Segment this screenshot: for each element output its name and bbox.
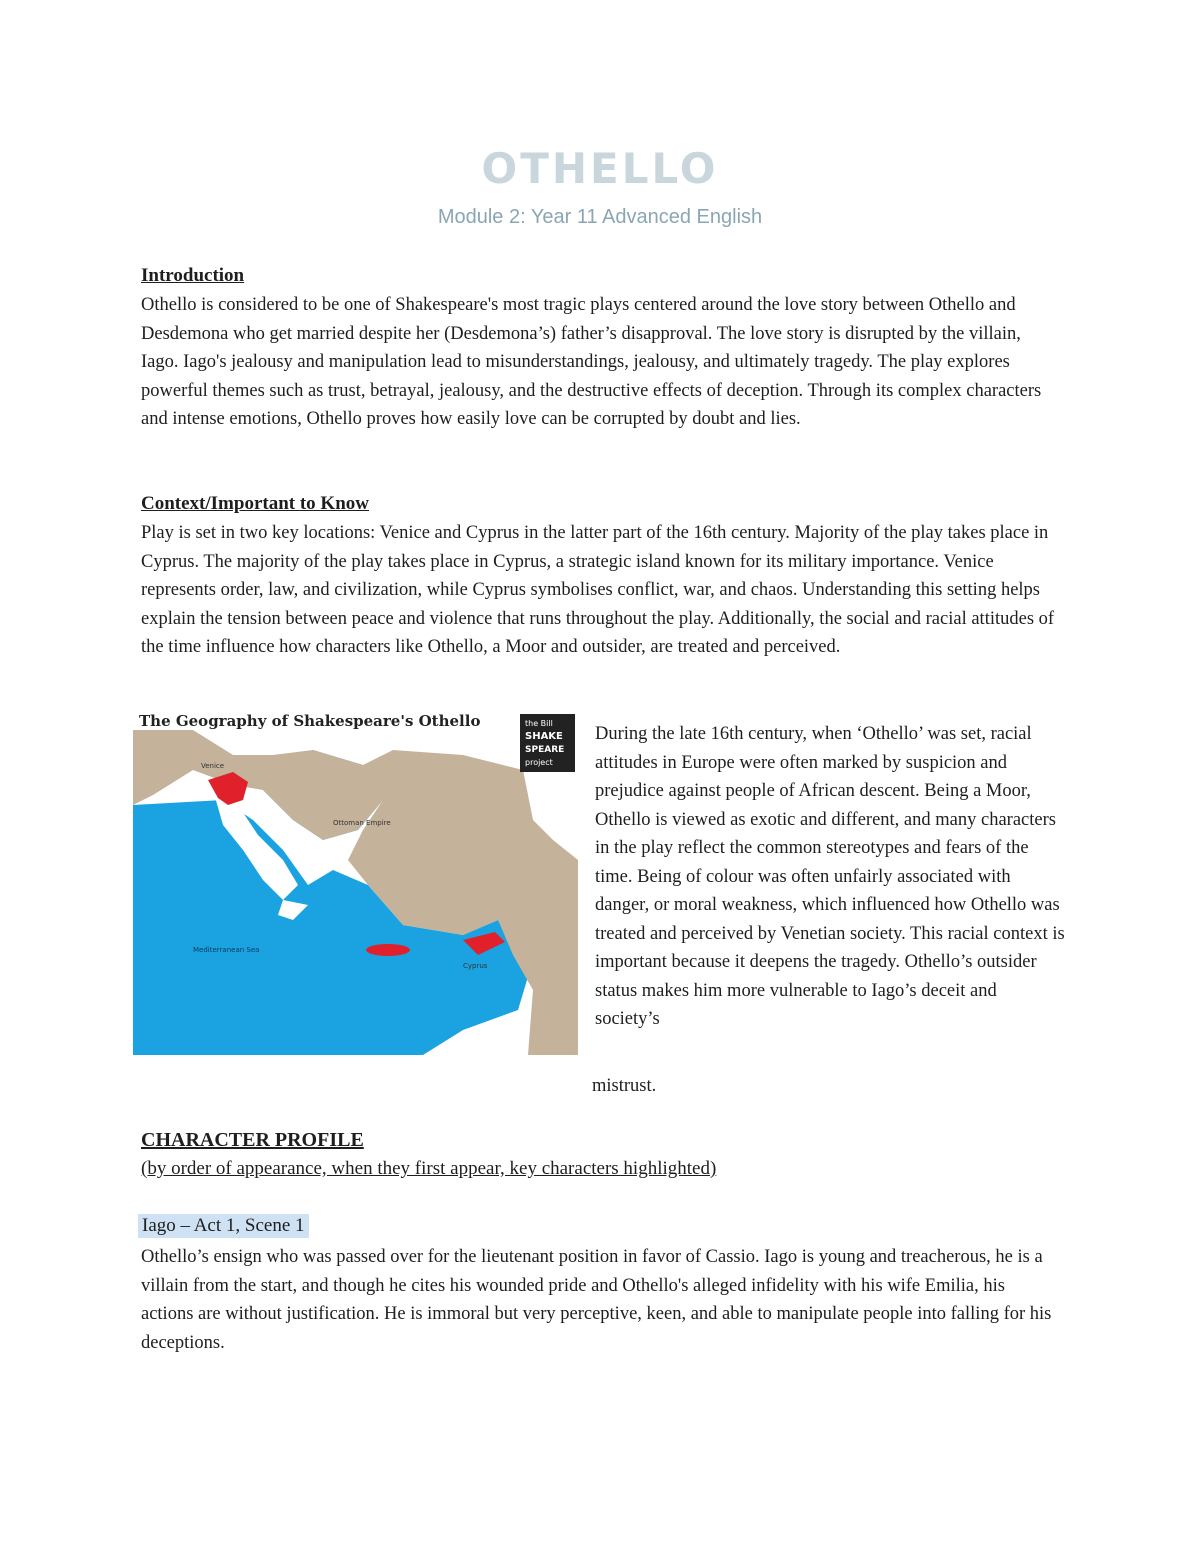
map-label-sea: Mediterranean Sea (193, 946, 260, 954)
context-paragraph: Play is set in two key locations: Venice and Cyprus in the latter part of the 16th century. Majority of the play takes place in Cyprus. The majority of the play takes place in Cyprus, a strategic island known for its military importance. Venice represents order, law, and civilization, while Cyprus symbolises conflict, war, and chaos. Understanding this setting helps explain the tension between peace and violence that runs throughout the play. Additionally, the social and racial attitudes of the time influence how characters like Othello, a Moor and outsider, are treated and perceived. (141, 523, 1055, 657)
svg-text:project: project (525, 758, 553, 767)
document-subtitle: Module 2: Year 11 Advanced English (437, 206, 763, 228)
map-label-ottoman: Ottoman Empire (333, 819, 391, 827)
othello-geography-map (133, 710, 578, 1055)
shakespeare-project-logo (520, 714, 575, 772)
racial-context-continuation: mistrust. (592, 1076, 657, 1096)
svg-text:SPEARE: SPEARE (525, 745, 565, 755)
racial-context-paragraph: During the late 16th century, when ‘Othello’ was set, racial attitudes in Europe were often marked by suspicion and prejudice against people of African descent. Being a Moor, Othello is viewed as exotic and different, and many characters in the play reflect the common stereotypes and fears of the time. Being of colour was often unfairly associated with danger, or moral weakness, which influenced how Othello was treated and perceived by Venetian society. This racial context is important because it deepens the tragedy. Othello’s outsider status makes him more vulnerable to Iago’s deceit and society’s (595, 724, 1065, 1029)
introduction-paragraph: Othello is considered to be one of Shakespeare's most tragic plays centered around the love story between Othello and Desdemona who get married despite her (Desdemona’s) father’s disapproval. The love story is disrupted by the villain, Iago. Iago's jealousy and manipulation lead to misunderstandings, jealousy, and ultimately tragedy. The play explores powerful themes such as trust, betrayal, jealousy, and the destructive effects of deception. Through its complex characters and intense emotions, Othello proves how easily love can be corrupted by doubt and lies. (141, 295, 1042, 429)
document-title: OTHELLO (481, 144, 719, 193)
character-description-iago: Othello’s ensign who was passed over for the lieutenant position in favor of Cassio. Iago is young and treacherous, he is a villain from the start, and though he cites his wounded pride and Othello's alleged infidelity with his wife Emilia, his actions are without justification. He is immoral but very perceptive, keen, and able to manipulate people into falling for his deceptions. (141, 1247, 1052, 1353)
character-profile-heading: CHARACTER PROFILE (141, 1129, 364, 1151)
svg-text:the Bill: the Bill (525, 719, 553, 728)
svg-text:SHAKE: SHAKE (525, 731, 563, 742)
character-profile-subheading: (by order of appearance, when they first appear, key characters highlighted) (141, 1158, 717, 1179)
character-heading-iago: Iago – Act 1, Scene 1 (138, 1214, 309, 1238)
context-heading: Context/Important to Know (141, 493, 369, 514)
map-title: The Geography of Shakespeare's Othello (139, 712, 481, 730)
map-label-cyprus: Cyprus (463, 962, 488, 970)
map-label-venice: Venice (201, 762, 225, 770)
introduction-heading: Introduction (141, 265, 245, 286)
